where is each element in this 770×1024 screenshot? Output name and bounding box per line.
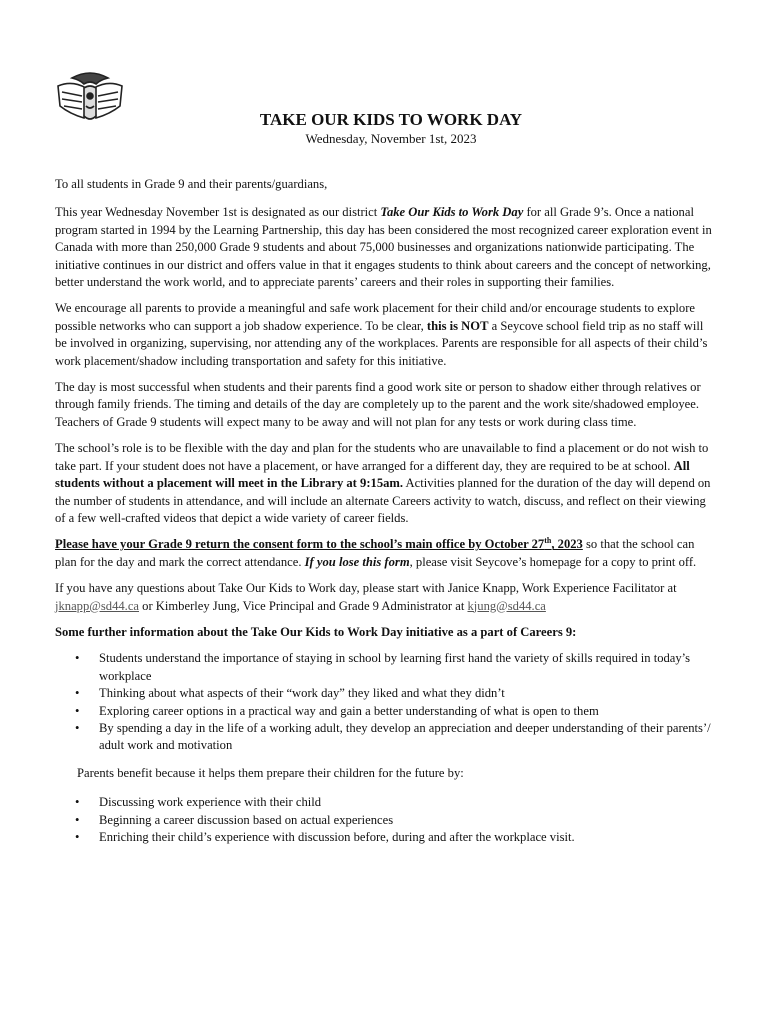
list-item-text: Exploring career options in a practical way and gain a better understanding of what is open to them [99, 703, 599, 718]
page-title: TAKE OUR KIDS TO WORK DAY [259, 110, 523, 129]
parents-intro: Parents benefit because it helps them prepare their children for the future by: [77, 765, 464, 780]
p5-year: , 2023 [551, 537, 583, 552]
parent-benefits-list [55, 794, 717, 846]
p5-ordinal: th [544, 536, 552, 546]
bullet-icon: • [75, 703, 80, 718]
consent-deadline [55, 537, 583, 551]
list-item-text: By spending a day in the life of a working adult, they develop an appreciation and deeper understanding of their parents’/ adult work and motivation [99, 720, 711, 753]
p5-lose-form: If you lose this form [304, 554, 410, 569]
email-link-jknapp[interactable]: jknapp@sd44.ca [55, 598, 139, 613]
further-info-heading: Some further information about the Take Our Kids to Work Day initiative as a part of Careers 9: [55, 624, 577, 639]
bullet-icon: • [75, 795, 80, 810]
p5-text-e: , please visit Seycove’s homepage for a copy to print off. [409, 554, 697, 569]
list-item [55, 794, 717, 811]
p5-text-c: so that the school can plan for the day and mark the correct attendance. [55, 537, 695, 569]
bullet-icon: • [75, 651, 80, 666]
email-link-kjung[interactable]: kjung@sd44.ca [467, 598, 546, 613]
p4-library-notice: All students without a placement will meet in the Library at 9:15am. [55, 458, 690, 491]
paragraph-parent-responsibility [55, 300, 717, 370]
p1-event-name: Take Our Kids to Work Day [380, 205, 524, 220]
salutation: To all students in Grade 9 and their parents/guardians, [55, 177, 328, 191]
p2-text-a: We encourage all parents to provide a meaningful and safe work placement for their child and/or encourage students to explore possible networks who can support a job shadow experience. To be clear, [55, 301, 695, 333]
list-item [55, 812, 717, 829]
list-item [55, 829, 717, 846]
bullet-icon: • [75, 686, 80, 701]
paragraph-contacts [55, 580, 717, 615]
list-item [55, 720, 717, 755]
list-item-text: Enriching their child’s experience with discussion before, during and after the workplace visit. [99, 830, 575, 844]
p6-text-a: If you have any questions about Take Our Kids to Work day, please start with Janice Knapp, Work Experience Facilitator at [55, 581, 677, 596]
paragraph-school-role [55, 440, 717, 527]
paragraph-consent-form [55, 536, 717, 571]
list-item [55, 650, 717, 685]
bullet-icon: • [75, 720, 80, 735]
list-item-text: Beginning a career discussion based on actual experiences [99, 812, 394, 827]
p2-emphasis: this is NOT [426, 318, 489, 333]
p5-deadline-text: Please have your Grade 9 return the consent form to the school’s main office by October 27 [55, 537, 545, 552]
list-item-text: Students understand the importance of staying in school by learning first hand the variety of skills required in today’s workplace [99, 651, 691, 683]
p2-text-c: a Seycove school field trip as no staff will be involved in organizing, supervising, nor attending any of the workplaces. Parents are responsible for all aspects of their child’s work placement/shadow including transportation and safety for this initiative. [55, 318, 708, 368]
p4-text-c: Activities planned for the duration of the day will depend on the number of students in attendance, and will include an alternate Careers activity to watch, discuss, and reflect on their viewing of a few well-crafted videos that depict a wide variety of career fields. [55, 476, 711, 525]
bullet-icon: • [75, 830, 80, 844]
list-item-text: Thinking about what aspects of their “work day” they liked and what they didn’t [99, 686, 505, 701]
list-item [55, 685, 717, 702]
p6-text-b: or Kimberley Jung, Vice Principal and Grade 9 Administrator at [139, 598, 468, 613]
paragraph-success-tips: The day is most successful when students and their parents find a good work site or person to shadow either through relatives or through family friends. The timing and details of the day are completely up to the parent and the work site/shadowed employee. Teachers of Grade 9 students will expect many to be away and will not plan for any tests or work during class time. [55, 380, 701, 429]
p1-text-a: This year Wednesday November 1st is designated as our district [55, 205, 381, 220]
p1-text-c: for all Grade 9’s. Once a national program started in 1994 by the Learning Partnership, this day has been considered the most recognized career exploration event in Canada with more than 250,000 Grade 9 students and about 75,000 businesses and organizations nationwide participating. The initiative continues in our district and offers value in that it engages students to think about careers and the concept of networking, better understand the work world, and to appreciate parents’ careers and their roles in supporting their families. [55, 205, 712, 290]
bullet-icon: • [75, 812, 80, 827]
event-date: Wednesday, November 1st, 2023 [305, 131, 477, 146]
list-item [55, 703, 717, 720]
letter-body [55, 176, 717, 856]
student-benefits-list [55, 650, 717, 754]
paragraph-program-intro [55, 204, 717, 291]
list-item-text: Discussing work experience with their child [99, 795, 322, 810]
p4-text-a: The school’s role is to be flexible with the day and plan for the students who are unavailable to find a placement or do not wish to take part. If your student does not have a placement, or have arranged for a different day, they are required to be at school. [55, 441, 709, 473]
